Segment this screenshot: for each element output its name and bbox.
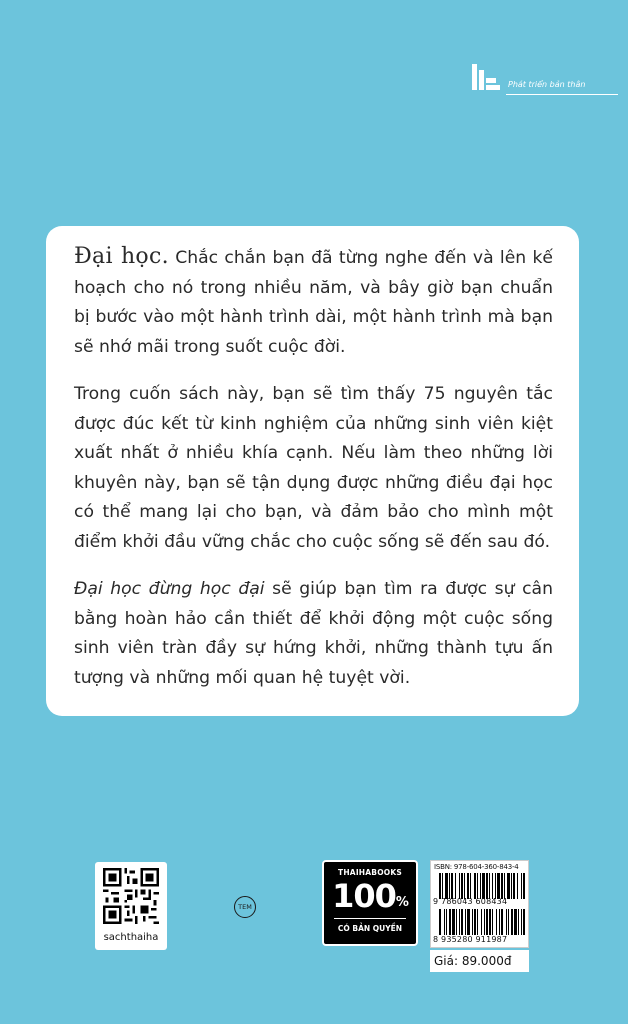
qr-caption: sachthaiha bbox=[103, 932, 159, 943]
series-underline bbox=[506, 94, 618, 95]
barcode-box bbox=[430, 860, 529, 948]
badge-number: 100 bbox=[332, 877, 396, 915]
book-title: Đại học đừng học đại bbox=[74, 579, 265, 599]
paragraph-1-text: Chắc chắn bạn đã từng nghe đến và lên kế hoạch cho nó trong nhiều năm, và bây giờ bạn chuẩn bị bước vào một hành trình dài, một hành trình mà bạn sẽ nhớ mãi trong suốt cuộc đời. bbox=[74, 248, 554, 357]
series-label: Phát triển bản thân bbox=[508, 80, 586, 89]
series-logo-icon bbox=[470, 60, 504, 94]
isbn-label: ISBN: 978-604-360-843-4 bbox=[434, 863, 519, 871]
badge-brand: THAIHABOOKS bbox=[338, 868, 402, 877]
description-paragraph-3 bbox=[74, 575, 553, 693]
badge-subtitle: CÓ BẢN QUYỀN bbox=[337, 924, 403, 933]
badge-number-row bbox=[324, 878, 416, 921]
paragraph-3-text: sẽ giúp bạn tìm ra được sự cân bằng hoàn hảo cần thiết để khởi động một cuộc sống sinh viên tràn đầy sự hứng khởi, những thành tựu ấn tượng và những mối quan hệ tuyệt vời. bbox=[74, 579, 553, 688]
description-paragraph-2: Trong cuốn sách này, bạn sẽ tìm thấy 75 nguyên tắc được đúc kết từ kinh nghiệm của những sinh viên kiệt xuất nhất ở nhiều khía cạnh. Nếu làm theo những lời khuyên này, bạn sẽ tận dụng được những điều đại học có thể mang lại cho bạn, và đảm bảo cho mình một điểm khởi đầu vững chắc cho cuộc sống sẽ đến sau đó. bbox=[74, 384, 553, 552]
qr-code-icon bbox=[103, 868, 159, 924]
description-paragraph-1 bbox=[74, 242, 553, 362]
barcode-top-number: 9 786043 608434 bbox=[433, 897, 508, 906]
qr-code-box bbox=[95, 862, 167, 950]
badge-percent: % bbox=[395, 895, 408, 910]
barcode-bottom-number: 8 935280 911987 bbox=[433, 935, 508, 944]
barcode-top-icon bbox=[439, 873, 525, 899]
barcode-bottom-icon bbox=[439, 909, 525, 935]
copyright-badge bbox=[322, 860, 418, 946]
badge-divider bbox=[334, 918, 406, 919]
description-card bbox=[46, 226, 579, 716]
tem-stamp: TEM bbox=[234, 896, 256, 918]
lead-phrase: Đại học. bbox=[74, 244, 169, 269]
series-mark bbox=[470, 58, 590, 98]
price-label: Giá: 89.000đ bbox=[430, 950, 529, 972]
